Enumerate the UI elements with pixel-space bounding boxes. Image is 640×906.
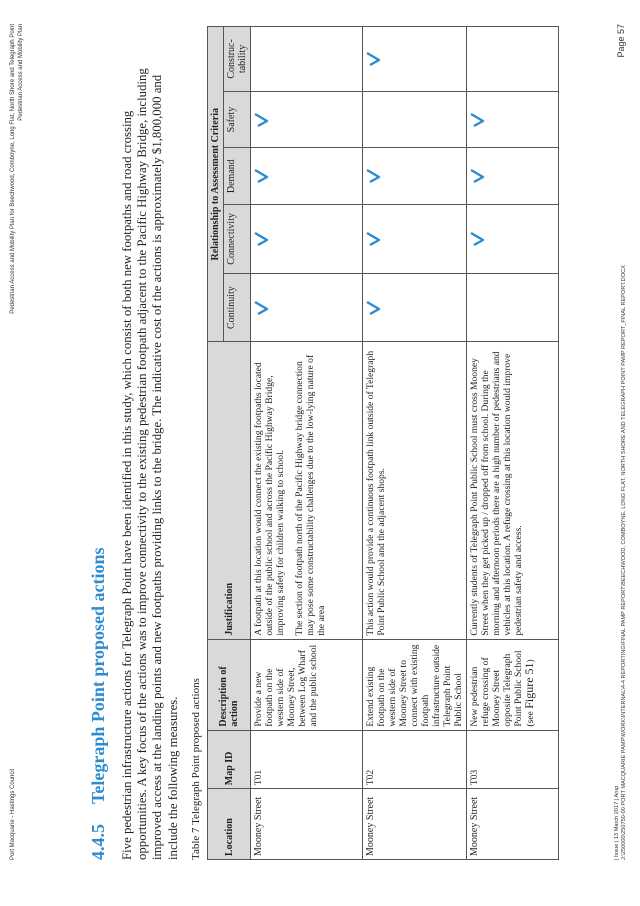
cell-continuity bbox=[363, 273, 467, 342]
footer-file-path: J:\250000\250750-00 PORT MACQUARIE PAMP\WORK\INTERNAL\4-4 REPORTING\FINAL PAMP REPORT\BEECHWOOD, COMBOYNE, LONG FLAT, NORTH SHORE AND TELEGRAPH POINT PAMP REPORT_FINAL REPORT.DOCX bbox=[621, 265, 627, 860]
header-map-id: Map ID bbox=[208, 730, 251, 789]
header-continuity: Continuity bbox=[224, 273, 251, 342]
header-safety: Safety bbox=[224, 91, 251, 148]
cell-connectivity bbox=[251, 204, 363, 273]
intro-paragraph: Five pedestrian infrastructure actions for Telegraph Point have been identified in this study, which consist of both new footpaths and road crossing opportunities. A key focus of the actions was to improve connectivity to the existing pedestrian footpath adjacent to the Pacific Highway Bridge, including improved access at the landing points and new footpaths providing links to the bridge. The indicative cost of the actions is approximately $1,800,000 and include the following measures. bbox=[120, 68, 180, 860]
cell-demand bbox=[363, 148, 467, 205]
checkmark-icon bbox=[469, 112, 485, 128]
header-criteria-group: Relationship to Assessment Criteria bbox=[208, 27, 224, 342]
cell-constructability bbox=[251, 27, 363, 92]
cell-map-id: T02 bbox=[363, 730, 467, 789]
cell-safety bbox=[251, 91, 363, 148]
checkmark-icon bbox=[365, 231, 381, 247]
header-organisation: Port Macquarie - Hastings Council bbox=[10, 768, 16, 860]
table-row bbox=[467, 27, 559, 860]
cell-safety bbox=[363, 91, 467, 148]
cell-connectivity bbox=[467, 204, 559, 273]
section-number: 4.4.5 bbox=[88, 824, 108, 860]
header-constructability: Construc-tability bbox=[224, 27, 251, 92]
footer-issue: | Issue | 13 March 2017 | Arup bbox=[614, 785, 620, 860]
table-row bbox=[363, 27, 467, 860]
header-demand: Demand bbox=[224, 148, 251, 205]
cell-demand bbox=[251, 148, 363, 205]
checkmark-icon bbox=[365, 300, 381, 316]
description-end: ) bbox=[525, 659, 536, 663]
header-description: Description of action bbox=[208, 639, 251, 730]
header-location: Location bbox=[208, 789, 251, 860]
cell-location: Mooney Street bbox=[251, 789, 363, 860]
header-title-line1: Pedestrian Access and Mobility Plan for Beechwood, Comboyne, Long Flat, North Shore and Telegraph Point bbox=[10, 24, 16, 314]
header-justification: Justification bbox=[208, 342, 251, 639]
cell-constructability bbox=[467, 27, 559, 92]
cell-demand bbox=[467, 148, 559, 205]
checkmark-icon bbox=[253, 112, 269, 128]
cell-connectivity bbox=[363, 204, 467, 273]
section-heading bbox=[88, 547, 109, 860]
section-title: Telegraph Point proposed actions bbox=[88, 547, 108, 804]
description-text: New pedestrian refuge crossing of Mooney Street opposite Telegraph Point Public School (see bbox=[469, 650, 536, 727]
checkmark-icon bbox=[365, 168, 381, 184]
cell-justification bbox=[363, 342, 467, 639]
figure-reference: Figure 51 bbox=[522, 662, 536, 709]
actions-table bbox=[207, 26, 559, 860]
page-number: Page 57 bbox=[616, 24, 626, 58]
cell-justification bbox=[467, 342, 559, 639]
header-document-title bbox=[10, 24, 25, 314]
table-row bbox=[251, 27, 363, 860]
checkmark-icon bbox=[469, 168, 485, 184]
justification-paragraph: A footpath at this location would connect the existing footpaths located outside of the public school and across the Pacific Highway Bridge, improving safety for children walking to school. bbox=[253, 362, 286, 636]
cell-location: Mooney Street bbox=[363, 789, 467, 860]
justification-paragraph: The section of footpath north of the Pacific Highway bridge connection may pose some constructability challenges due to the low-lying nature of the area bbox=[294, 354, 327, 636]
checkmark-icon bbox=[253, 231, 269, 247]
cell-justification bbox=[251, 342, 363, 639]
cell-description bbox=[467, 639, 559, 730]
header-title-line2: Pedestrian Access and Mobility Plan bbox=[17, 24, 24, 121]
checkmark-icon bbox=[365, 51, 381, 67]
checkmark-icon bbox=[469, 231, 485, 247]
header-connectivity: Connectivity bbox=[224, 204, 251, 273]
checkmark-icon bbox=[253, 300, 269, 316]
cell-safety bbox=[467, 91, 559, 148]
cell-continuity bbox=[251, 273, 363, 342]
table-caption: Table 7 Telegraph Point proposed actions bbox=[190, 678, 202, 860]
cell-continuity bbox=[467, 273, 559, 342]
justification-paragraph: Currently students of Telegraph Point Public School must cross Mooney Street when they get picked up / dropped off from school. During the morning and afternoon periods there are a high number of pedestrians and vehicles at this location. A refuge crossing at this location would improve pedestrian safety and access. bbox=[469, 351, 524, 636]
cell-description: Extend existing footpath on the western side of Mooney Street to connect with existing footpath infrastructure outside Telegraph Point Public School bbox=[363, 639, 467, 730]
cell-location: Mooney Street bbox=[467, 789, 559, 860]
justification-paragraph: This action would provide a continuous footpath link outside of Telegraph Point Public School and the adjacent shops. bbox=[365, 350, 387, 636]
footer-document-info bbox=[614, 265, 628, 860]
cell-constructability bbox=[363, 27, 467, 92]
cell-description: Provide a new footpath on the western side of Mooney Street, between Log Wharf and the public school bbox=[251, 639, 363, 730]
cell-map-id: T01 bbox=[251, 730, 363, 789]
checkmark-icon bbox=[253, 168, 269, 184]
cell-map-id: T03 bbox=[467, 730, 559, 789]
